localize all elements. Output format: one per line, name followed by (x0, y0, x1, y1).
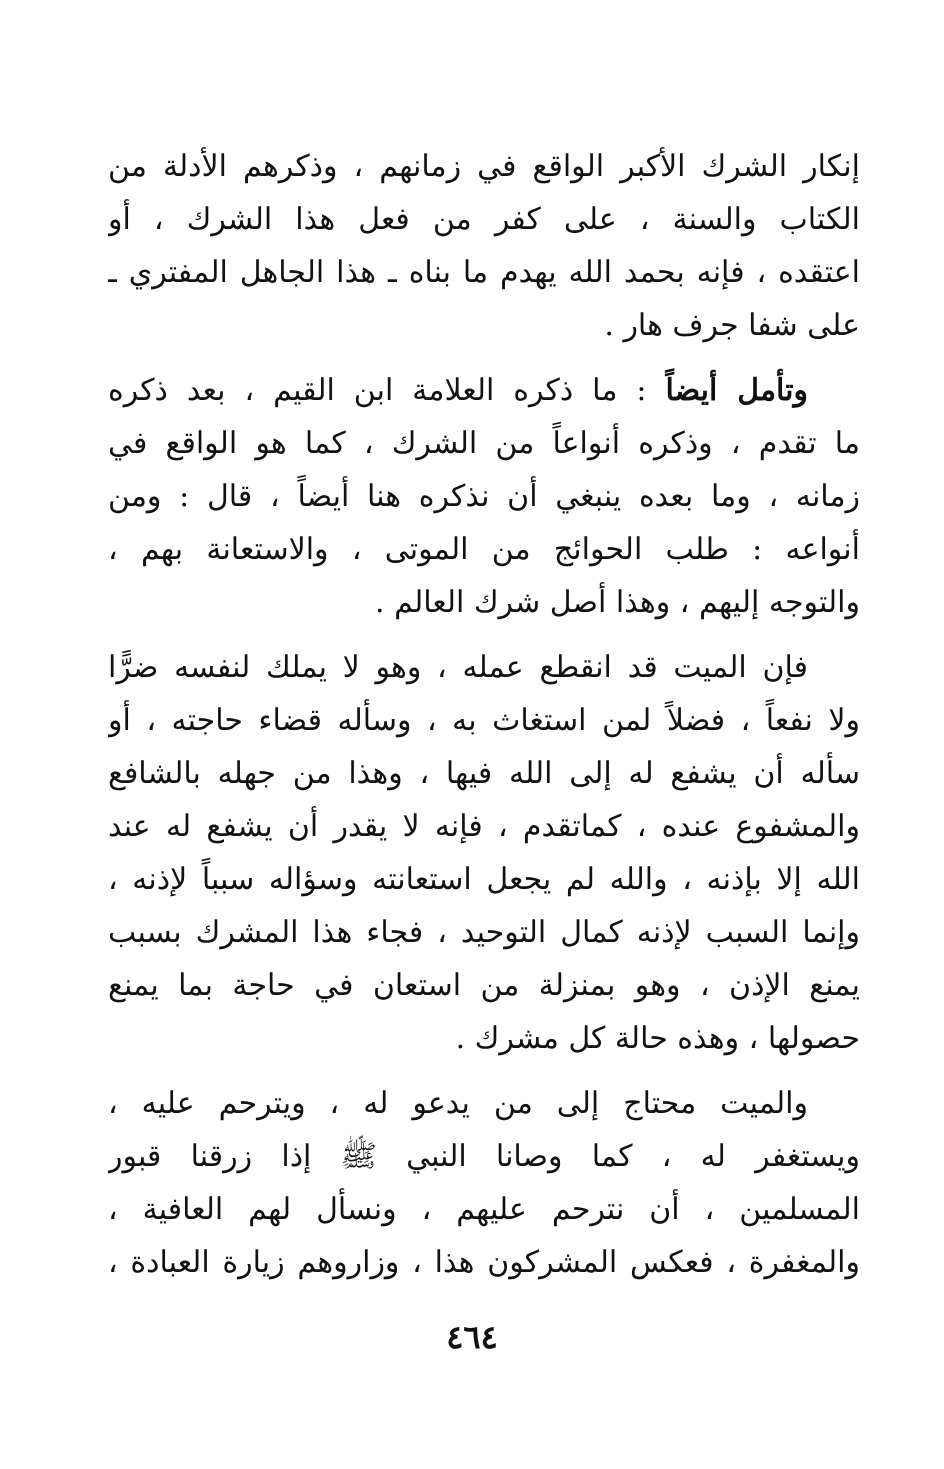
text-line: الله إلا بإذنه ، والله لم يجعل استعانته وسؤاله سبباً لإذنه ، (108, 862, 860, 897)
text-line: ما تقدم ، وذكره أنواعاً من الشرك ، كما هو الواقع في (108, 426, 860, 461)
text-line: والمغفرة ، فعكس المشركون هذا ، وزاروهم زيارة العبادة ، (108, 1245, 860, 1280)
text-line: ولا نفعاً ، فضلاً لمن استغاث به ، وسأله قضاء حاجته ، أو (108, 703, 860, 738)
paragraph-1 (108, 140, 860, 352)
page-body (108, 140, 860, 1289)
text-line: سأله أن يشفع له إلى الله فيها ، وهذا من جهله بالشافع (108, 756, 860, 791)
text-line: وإنما السبب لإذنه كمال التوحيد ، فجاء هذا المشرك بسبب (108, 915, 860, 950)
text-line: إنكار الشرك الأكبر الواقع في زمانهم ، وذكرهم الأدلة من (108, 149, 860, 184)
text-line: اعتقده ، فإنه بحمد الله يهدم ما بناه ـ هذا الجاهل المفتري ـ (108, 255, 860, 290)
text-line: الكتاب والسنة ، على كفر من فعل هذا الشرك ، أو (108, 202, 860, 237)
paragraph-4 (108, 1077, 860, 1289)
text-line (108, 364, 860, 417)
text-line: ويستغفر له ، كما وصانا النبي ﷺ إذا زرقنا قبور (108, 1139, 860, 1174)
text-line: على شفا جرف هار . (604, 308, 860, 343)
text-line: يمنع الإذن ، وهو بمنزلة من استعان في حاجة بما يمنع (108, 968, 860, 1003)
text-line: فإن الميت قد انقطع عمله ، وهو لا يملك لنفسه ضرًّا (108, 650, 808, 685)
text-line: زمانه ، وما بعده ينبغي أن نذكره هنا أيضاً ، قال : ومن (108, 479, 860, 514)
text-line: أنواعه : طلب الحوائج من الموتى ، والاستعانة بهم ، (108, 532, 860, 567)
text-line: حصولها ، وهذه حالة كل مشرك . (455, 1021, 860, 1056)
page-number: ٤٦٤ (446, 1318, 498, 1356)
lead-line-rest: : ما ذكره العلامة ابن القيم ، بعد ذكره (108, 373, 666, 408)
text-line: والمشفوع عنده ، كماتقدم ، فإنه لا يقدر أن يشفع له عند (108, 809, 860, 844)
paragraph-3 (108, 641, 860, 1065)
text-line: والتوجه إليهم ، وهذا أصل شرك العالم . (375, 585, 860, 620)
paragraph-2 (108, 364, 860, 629)
text-line: والميت محتاج إلى من يدعو له ، ويترحم عليه ، (108, 1086, 808, 1121)
text-line: المسلمين ، أن نترحم عليهم ، ونسأل لهم العافية ، (108, 1192, 860, 1227)
bold-lead-phrase: وتأمل أيضاً (665, 373, 808, 408)
